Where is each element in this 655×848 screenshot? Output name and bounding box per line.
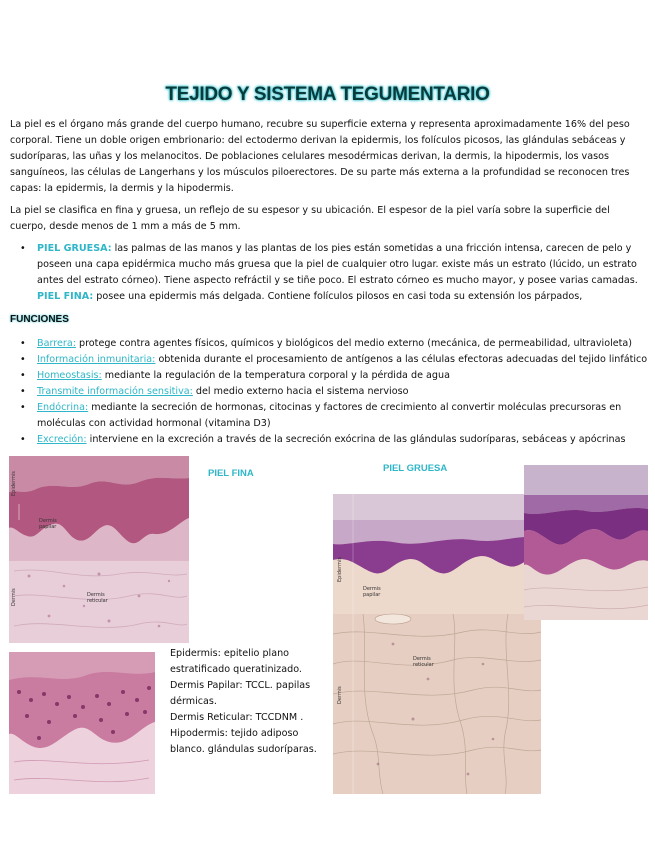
skin-type-text: las palmas de las manos y las plantas de los pies están sometidas a una fricción intensa, carecen de pelo y poseen una capa epidérmica mucho más gruesa que la piel de cualquier otro lugar. existe más un estrato (lúcido, un estrato antes del estrato córneo). Tiene aspecto refráctil y se tiñe poco. El estrato córneo es mucho mayor, y posee varias camadas.: [37, 243, 638, 286]
function-text: mediante la secreción de hormonas, citocinas y factores de crecimiento al convertir moléculas precursoras en moléculas con actividad hormonal (vitamina D3): [37, 402, 622, 429]
thick-reticular-label: Dermis reticular: [413, 656, 434, 668]
thin-papilar-label: Dermis papilar: [39, 518, 57, 530]
figure-label-piel-fina: PIEL FINA: [208, 468, 254, 479]
thick-dermis-label: Dermis: [337, 686, 343, 704]
skin-type-text: posee una epidermis más delgada. Contiene folículos pilosos en casi toda su extensión los párpados,: [93, 291, 583, 302]
function-term-link[interactable]: Endócrina:: [37, 402, 89, 413]
legend-dermis-reticular: Dermis Reticular: TCCDNM .: [170, 712, 304, 723]
legend-epidermis: Epidermis: epitelio plano estratificado queratinizado.: [170, 648, 302, 675]
function-text: interviene en la excreción a través de la secreción exócrina de las glándulas sudoríparas, sebáceas y apócrinas: [86, 434, 626, 445]
function-text: protege contra agentes físicos, químicos y biológicos del medio externo (mecánica, de permeabilidad, ultravioleta): [75, 338, 633, 349]
list-item: [10, 336, 650, 352]
list-item: [10, 432, 650, 448]
function-text: del medio externo hacia el sistema nervioso: [192, 386, 409, 397]
intro-paragraph: La piel es el órgano más grande del cuerpo humano, recubre su superficie externa y representa aproximadamente 16% del peso corporal. Tiene un doble origen embrionario: del ectodermo derivan la epidermis, los folículos picosos, las glándulas sebáceas y sudoríparas, las uñas y los melanocitos. De poblaciones celulares mesodérmicas derivan, la dermis, la hipodermis, los vasos sanguíneos, las células de Langerhans y los músculos piloerectores. De su parte más externa a la profundidad se reconocen tres capas: la epidermis, la dermis y la hipodermis.: [10, 119, 630, 194]
thin-dermis-label: Dermis: [11, 588, 17, 606]
skin-type-term: PIEL GRUESA:: [37, 243, 112, 254]
function-term-link[interactable]: Barrera:: [37, 338, 76, 349]
thick-papilar-label: Dermis papilar: [363, 586, 381, 598]
functions-heading: FUNCIONES: [10, 314, 69, 325]
functions-list: [10, 336, 650, 448]
skin-types-list: [10, 241, 645, 305]
list-item: [10, 368, 650, 384]
function-term-link[interactable]: Homeostasis:: [37, 370, 102, 381]
thin-skin-detail-micrograph: [9, 652, 155, 794]
thick-skin-micrograph-image: [333, 494, 541, 794]
function-text: mediante la regulación de la temperatura corporal y la pérdida de agua: [101, 370, 450, 381]
list-item: [10, 352, 650, 368]
function-text: obtenida durante el procesamiento de antígenos a las células efectoras adecuadas del tejido linfático: [155, 354, 648, 365]
classification-paragraph: La piel se clasifica en fina y gruesa, un reflejo de su espesor y su ubicación. El espesor de la piel varía sobre la superficie del cuerpo, desde menos de 1 mm a más de 5 mm.: [10, 205, 610, 232]
function-term-link[interactable]: Información inmunitaria:: [37, 354, 156, 365]
function-term-link[interactable]: Excreción:: [37, 434, 87, 445]
figure-label-piel-gruesa: PIEL GRUESA: [383, 463, 448, 474]
legend-hipodermis: Hipodermis: tejido adiposo blanco. glándulas sudoríparas.: [170, 728, 317, 755]
thin-skin-micrograph-image: [9, 456, 189, 643]
thick-skin-detail-micrograph: [524, 465, 648, 620]
thin-epidermis-label: Epidermis: [11, 471, 17, 496]
function-term-link[interactable]: Transmite información sensitiva:: [37, 386, 193, 397]
thick-skin-detail-image: [524, 465, 648, 620]
page-title: TEJIDO Y SISTEMA TEGUMENTARIO: [165, 84, 490, 105]
thin-skin-micrograph: [9, 456, 189, 643]
list-item: [10, 400, 650, 432]
thick-epidermis-label: Epidermis: [337, 557, 343, 582]
skin-type-term: PIEL FINA:: [37, 291, 94, 302]
list-item: [10, 384, 650, 400]
thick-skin-micrograph: [333, 494, 541, 794]
thin-skin-detail-image: [9, 652, 155, 794]
list-item: [10, 289, 645, 305]
micrograph-legend: [170, 646, 330, 758]
thin-reticular-label: Dermis reticular: [87, 592, 108, 604]
legend-dermis-papilar: Dermis Papilar: TCCL. papilas dérmicas.: [170, 680, 311, 707]
list-item: [10, 241, 645, 289]
